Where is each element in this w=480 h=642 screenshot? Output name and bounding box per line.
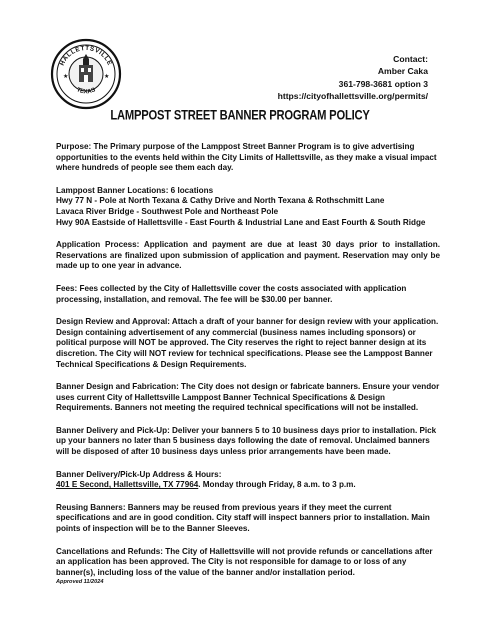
cancellations-label: Cancellations and Refunds: <box>56 546 163 556</box>
svg-text:★: ★ <box>104 74 110 80</box>
seal-graphic <box>50 38 122 110</box>
contact-label: Contact: <box>393 54 428 64</box>
cancellations-text: The City of Hallettsville will not provide refunds or cancellations after an application has been approved. The City is not responsible for damage to or loss of any banner(s), including loss of the value of the banner and/or installation period. <box>56 546 433 577</box>
delivery-label: Banner Delivery and Pick-Up: <box>56 425 170 435</box>
reusing-text: Banners may be reused from previous years if they meet the current specifications and are in good condition. City staff will inspect banners prior to installation. Main points of inspection will be to the Banner Sleeves. <box>56 502 430 534</box>
application-process-section <box>56 240 440 272</box>
purpose-label: Purpose: <box>56 142 92 151</box>
reusing-label: Reusing Banners: <box>56 502 126 512</box>
contact-phone: 361-798-3681 option 3 <box>338 78 428 89</box>
design-review-label: Design Review and Approval: <box>56 317 170 327</box>
address-hours: . Monday through Friday, 8 a.m. to 3 p.m. <box>198 480 356 490</box>
purpose-section <box>56 142 440 174</box>
contact-block <box>278 53 428 103</box>
location-item: Lavaca River Bridge - Southwest Pole and Northeast Pole <box>56 206 279 216</box>
location-item: Hwy 90A Eastside of Hallettsville - East Fourth & Industrial Lane and East Fourth & South Ridge <box>56 217 426 227</box>
policy-body <box>56 142 440 590</box>
svg-text:★: ★ <box>63 74 69 80</box>
locations-section <box>56 186 440 228</box>
design-fabrication-text: The City does not design or fabricate banners. Ensure your vendor uses current City of Hallettsville Lamppost Banner Technical Specifications & Design Requirements. Banners not meeting the required technical specifications will not be installed. <box>56 382 440 413</box>
delivery-section <box>56 426 440 458</box>
design-review-text: Attach a draft of your banner for design review with your application. Design containing advertisement of any commercial (business names including sponsors) or political purpose will NOT be approved. The City reserves the right to reject banner design at its discretion. The City will NOT review for technical specifications. Please see the Lamppost Banner Technical Specifications & Design Requirements. <box>56 317 439 369</box>
seal-top-text: HALLETTSVILLE <box>58 44 114 67</box>
delivery-text: Deliver your banners 5 to 10 business days prior to installation. Pick up your banners no later than 5 business days following the date of removal. Unclaimed banners will be disposed of after 10 business days unless prior arrangements have been made. <box>56 425 437 457</box>
locations-heading: Lamppost Banner Locations: 6 locations <box>56 185 214 195</box>
document-title: LAMPPOST STREET BANNER PROGRAM POLICY <box>110 108 370 124</box>
application-process-label: Application Process: <box>56 240 140 250</box>
design-review-section <box>56 317 440 370</box>
location-item: Hwy 77 N - Pole at North Texana & Cathy Drive and North Texana & Rothschmitt Lane <box>56 196 385 206</box>
address-section <box>56 470 440 491</box>
contact-name: Amber Caka <box>377 66 428 77</box>
contact-url: https://cityofhallettsville.org/permits/ <box>277 91 428 102</box>
reusing-section <box>56 503 440 535</box>
purpose-text: The Primary purpose of the Lamppost Street Banner Program is to give advertising opportunities to the events held within the City Limits of Hallettsville, as they make a visual impact where hundreds of people see them each day. <box>56 142 437 173</box>
fees-section <box>56 284 440 305</box>
fees-label: Fees: <box>56 283 78 293</box>
design-fabrication-section <box>56 382 440 414</box>
application-process-text: Application and payment are due at least 30 days prior to installation. Reservations are finalized upon submission of application and payment. Reservation may only be made up to one year in advance. <box>56 240 440 271</box>
cancellations-section <box>56 547 440 579</box>
address-heading: Banner Delivery/Pick-Up Address & Hours: <box>56 469 222 479</box>
fees-text: Fees collected by the City of Hallettsville cover the costs associated with application processing, installation, and removal. The fee will be $30.00 per banner. <box>56 283 407 304</box>
approval-footer: Approved 11/2024 <box>56 579 104 585</box>
city-seal-logo <box>50 38 122 110</box>
design-fabrication-label: Banner Design and Fabrication: <box>56 382 179 392</box>
seal-bottom-text: TEXAS <box>75 87 97 96</box>
address-line: 401 E Second, Hallettsville, TX 77964 <box>56 480 199 490</box>
